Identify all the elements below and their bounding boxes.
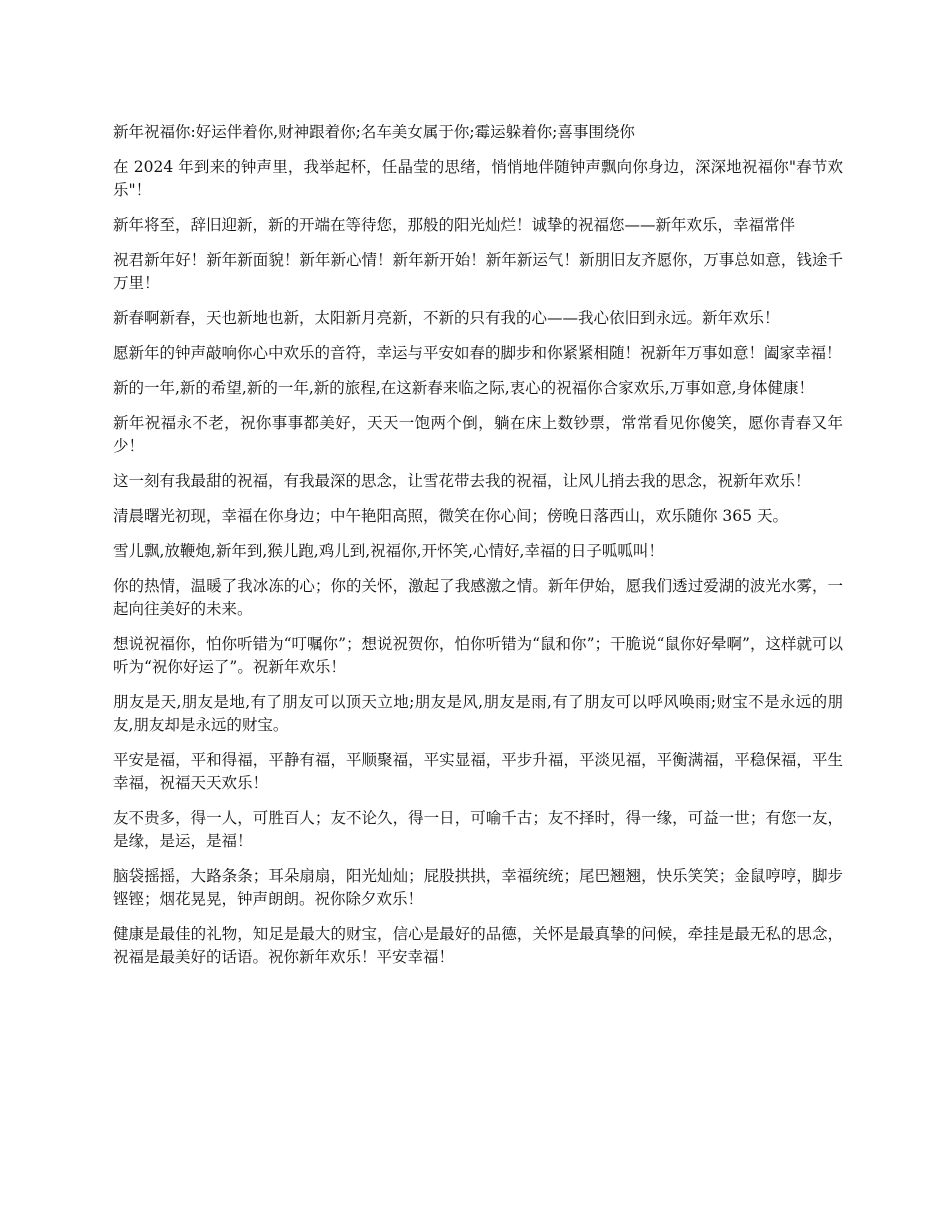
paragraph: 脑袋摇摇，大路条条；耳朵扇扇，阳光灿灿；屁股拱拱，幸福统统；尾巴翘翘，快乐笑笑；金鼠哼哼，脚步铿铿；烟花晃晃，钟声朗朗。祝你除夕欢乐！ — [113, 867, 843, 908]
paragraph: 愿新年的钟声敲响你心中欢乐的音符，幸运与平安如春的脚步和你紧紧相随！祝新年万事如意！阖家幸福！ — [113, 344, 842, 362]
paragraph: 祝君新年好！新年新面貌！新年新心情！新年新开始！新年新运气！新朋旧友齐愿你，万事总如意，钱途千万里！ — [113, 251, 843, 292]
paragraph: 朋友是天,朋友是地,有了朋友可以顶天立地;朋友是风,朋友是雨,有了朋友可以呼风唤雨;财宝不是永远的朋友,朋友却是永远的财宝。 — [113, 693, 843, 734]
paragraph: 新的一年,新的希望,新的一年,新的旅程,在这新春来临之际,衷心的祝福你合家欢乐,万事如意,身体健康！ — [113, 379, 814, 397]
paragraph: 新年将至，辞旧迎新，新的开端在等待您，那般的阳光灿烂！诚挚的祝福您——新年欢乐，幸福常伴 — [113, 216, 796, 234]
paragraph: 你的热情，温暖了我冰冻的心；你的关怀，激起了我感激之情。新年伊始，愿我们透过爱湖的波光水雾，一起向往美好的未来。 — [113, 577, 843, 618]
paragraph: 新年祝福你:好运伴着你,财神跟着你;名车美女属于你;霉运躲着你;喜事围绕你 — [113, 123, 635, 141]
paragraph: 想说祝福你，怕你听错为“叮嘱你”；想说祝贺你，怕你听错为“鼠和你”；干脆说“鼠你好晕啊”，这样就可以听为“祝你好运了”。祝新年欢乐！ — [113, 635, 843, 676]
paragraph: 新年祝福永不老，祝你事事都美好，天天一饱两个倒，躺在床上数钞票，常常看见你傻笑，愿你青春又年少！ — [113, 414, 843, 455]
paragraph: 平安是福，平和得福，平静有福，平顺聚福，平实显福，平步升福，平淡见福，平衡满福，平稳保福，平生幸福，祝福天天欢乐！ — [113, 751, 843, 792]
paragraph: 这一刻有我最甜的祝福，有我最深的思念，让雪花带去我的祝福，让风儿捎去我的思念，祝新年欢乐！ — [113, 472, 811, 490]
document-page — [113, 121, 843, 981]
paragraph: 清晨曙光初现，幸福在你身边；中午艳阳高照，微笑在你心间；傍晚日落西山，欢乐随你 365 天。 — [113, 507, 788, 525]
paragraph: 雪儿飘,放鞭炮,新年到,猴儿跑,鸡儿到,祝福你,开怀笑,心情好,幸福的日子呱呱叫！ — [113, 542, 664, 560]
paragraph: 友不贵多，得一人，可胜百人；友不论久，得一日，可喻千古；友不择时，得一缘，可益一世；有您一友，是缘，是运，是福！ — [113, 809, 843, 850]
paragraph: 新春啊新春，天也新地也新，太阳新月亮新，不新的只有我的心——我心依旧到永远。新年欢乐！ — [113, 309, 780, 327]
paragraph: 健康是最佳的礼物，知足是最大的财宝，信心是最好的品德，关怀是最真挚的问候，牵挂是最无私的思念，祝福是最美好的话语。祝你新年欢乐！平安幸福！ — [113, 925, 843, 966]
paragraph: 在 2024 年到来的钟声里，我举起杯，任晶莹的思绪，悄悄地伴随钟声飘向你身边，深深地祝福你"春节欢乐"！ — [113, 158, 843, 199]
